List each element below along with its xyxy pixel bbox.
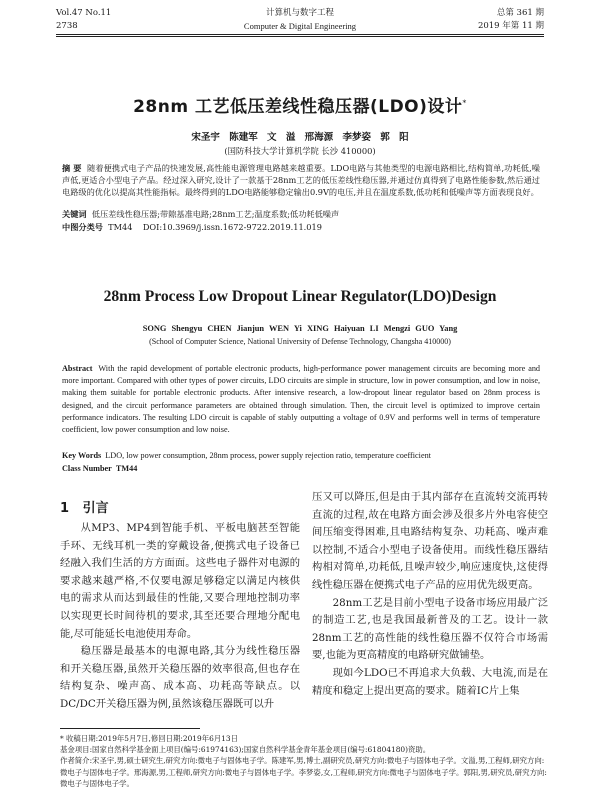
footnote [60,733,548,789]
abstract-en [62,363,540,436]
section-heading [60,497,109,516]
footnote-received: * 收稿日期:2019年5月7日,修回日期:2019年6月13日 [60,734,238,743]
class-cn-label: 中图分类号 [62,222,103,232]
affiliation-cn: (国防科技大学计算机学院 长沙 410000) [224,146,376,156]
keywords-cn-text: 低压差线性稳压器;带隙基准电路;28nm工艺;温度系数;低功耗低噪声 [91,209,340,219]
abstract-cn-text: 随着便携式电子产品的快速发展,高性能电源管理电路越来越重要。LDO电路与其他类型的电源电路相比,结构简单,功耗低,噪声低,更适合小型电子产品。经过深入研究,设计了一款基于28nm工艺的低压差线性稳压器,并通过仿真得到了电路性能参数,然后通过电路级的优化以提高其性能指标。最终得到的LDO电路能够稳定输出0.9V的电压,并且在温度系数,低功耗和低噪声等方面表现良好。 [62,163,540,198]
header-rule-thin [56,36,544,37]
header-journal-cn: 计算机与数字工程 [265,8,334,18]
body-paragraph: 28nm工艺是目前小型电子设备市场应用最广泛的制造工艺,也是我国最新普及的工艺。设计一款28nm工艺的高性能的线性稳压器不仅符合市场需要,也能为更高精度的电路研究做铺垫。 [312,596,548,662]
section-number: 1 [60,501,70,516]
header-journal-en: Computer & Digital Engineering [243,21,357,31]
class-number-cn [62,222,540,233]
header-issue-total: 总第 361 期 [496,8,544,18]
body-left-column [60,520,300,714]
abstract-cn-label: 摘 要 [62,163,82,173]
header-rule [56,34,544,35]
authors-en: SONG Shengyu CHEN Jianjun WEN Yi XING Haiyuan LI Mengzi GUO Yang [142,324,458,333]
class-en-label: Class Number [62,464,112,473]
title-cn-text: 28nm 工艺低压差线性稳压器(LDO)设计 [133,97,463,117]
keywords-cn [62,209,540,220]
authors-cn: 宋圣宇 陈建军 文 溢 邢海源 李梦姿 郭 阳 [191,132,409,143]
title-cn [0,92,600,117]
keywords-en-label: Key Words [62,451,102,460]
body-right-column [312,489,548,700]
body-paragraph: 从MP3、MP4到智能手机、平板电脑甚至智能手环、无线耳机一类的穿戴设备,便携式电子设备已经融入我们生活的方方面面。这些电子器件对电源的要求越来越严格,不仅要电源足够稳定以满足内核供电的需求从而达到最佳的性能,又要合理地控制功率以实现更长时间待机的要求,其至还要合理地分配电能,尽可能延长电池使用寿命。 [60,522,300,640]
affiliation-en: (School of Computer Science, National University of Defense Technology, Changsha 410000) [149,337,451,346]
header-page-number: 2738 [56,21,78,31]
title-footnote-mark: * [462,98,467,108]
header-volume: Vol.47 No.11 [56,8,112,18]
keywords-en-text: LDO, low power consumption, 28nm process, power supply rejection ratio, temperature coefficient [105,451,431,460]
class-cn-text: TM44 [108,222,133,232]
footnote-funding: 基金项目:国家自然科学基金面上项目(编号:61974163);国家自然科学基金青年基金项目(编号:61804180)资助。 [60,745,431,755]
doi: DOI:10.3969/j.issn.1672-9722.2019.11.019 [142,222,322,232]
section-title: 引言 [82,501,109,516]
body-paragraph: 现如今LDO已不再追求大负载、大电流,而是在精度和稳定上提出更高的要求。随着IC片上集 [312,666,548,697]
class-en-text: TM44 [115,464,138,473]
body-paragraph: 稳压器是最基本的电源电路,其分为线性稳压器和开关稳压器,虽然开关稳压器的效率很高,但也存在结构复杂、噪声高、成本高、功耗高等缺点。以DC/DC开关稳压器为例,虽然该稳压器既可以升 [60,645,300,710]
footnote-rule [60,728,200,729]
abstract-en-label: Abstract [62,364,93,373]
abstract-cn [62,162,540,199]
class-number-en [62,464,540,473]
body-paragraph: 压又可以降压,但是由于其内部存在直流转交流再转直流的过程,故在电路方面会涉及很多片外电容使空间压缩变得困难,且电路结构复杂、功耗高、噪声难以控制,不适合小型电子设备使用。而线性稳压器结构相对简单,功耗低,且噪声较少,响应速度快,这使得线性稳压器在便携式电子产品的应用优先级更高。 [312,491,548,591]
footnote-authors: 作者简介:宋圣宇,男,硕士研究生,研究方向:微电子与固体电子学。陈建军,男,博士,副研究员,研究方向:微电子与固体电子学。文溢,男,工程师,研究方向:微电子与固体电子学。邢海源,男,工程师,研究方向:微电子与固体电子学。李梦姿,女,工程师,研究方向:微电子与固体电子学。郭阳,男,研究员,研究方向:微电子与固体电子学。 [60,756,547,788]
header-issue-date: 2019 年第 11 期 [477,21,544,31]
title-en: 28nm Process Low Dropout Linear Regulator(LDO)Design [103,288,497,305]
abstract-en-text: With the rapid development of portable electronic products, high-performance power management circuits are becoming more and more important. Compared with other types of power circuits, LDO circuits are simple in structure, low in power consumption, and low in noise, making them suitable for portable electronic products. After intensive research, a low-dropout linear regulator based on 28nm process is designed, and the circuit performance parameters are obtained through simulation. Then, the circuit level is optimized to improve certain performance indicators. The resulting LDO circuit is capable of stably outputting a voltage of 0.9V and performs well in terms of temperature coefficient, low power consumption and low noise. [62,364,541,435]
keywords-en [62,451,540,460]
keywords-cn-label: 关键词 [62,209,87,219]
